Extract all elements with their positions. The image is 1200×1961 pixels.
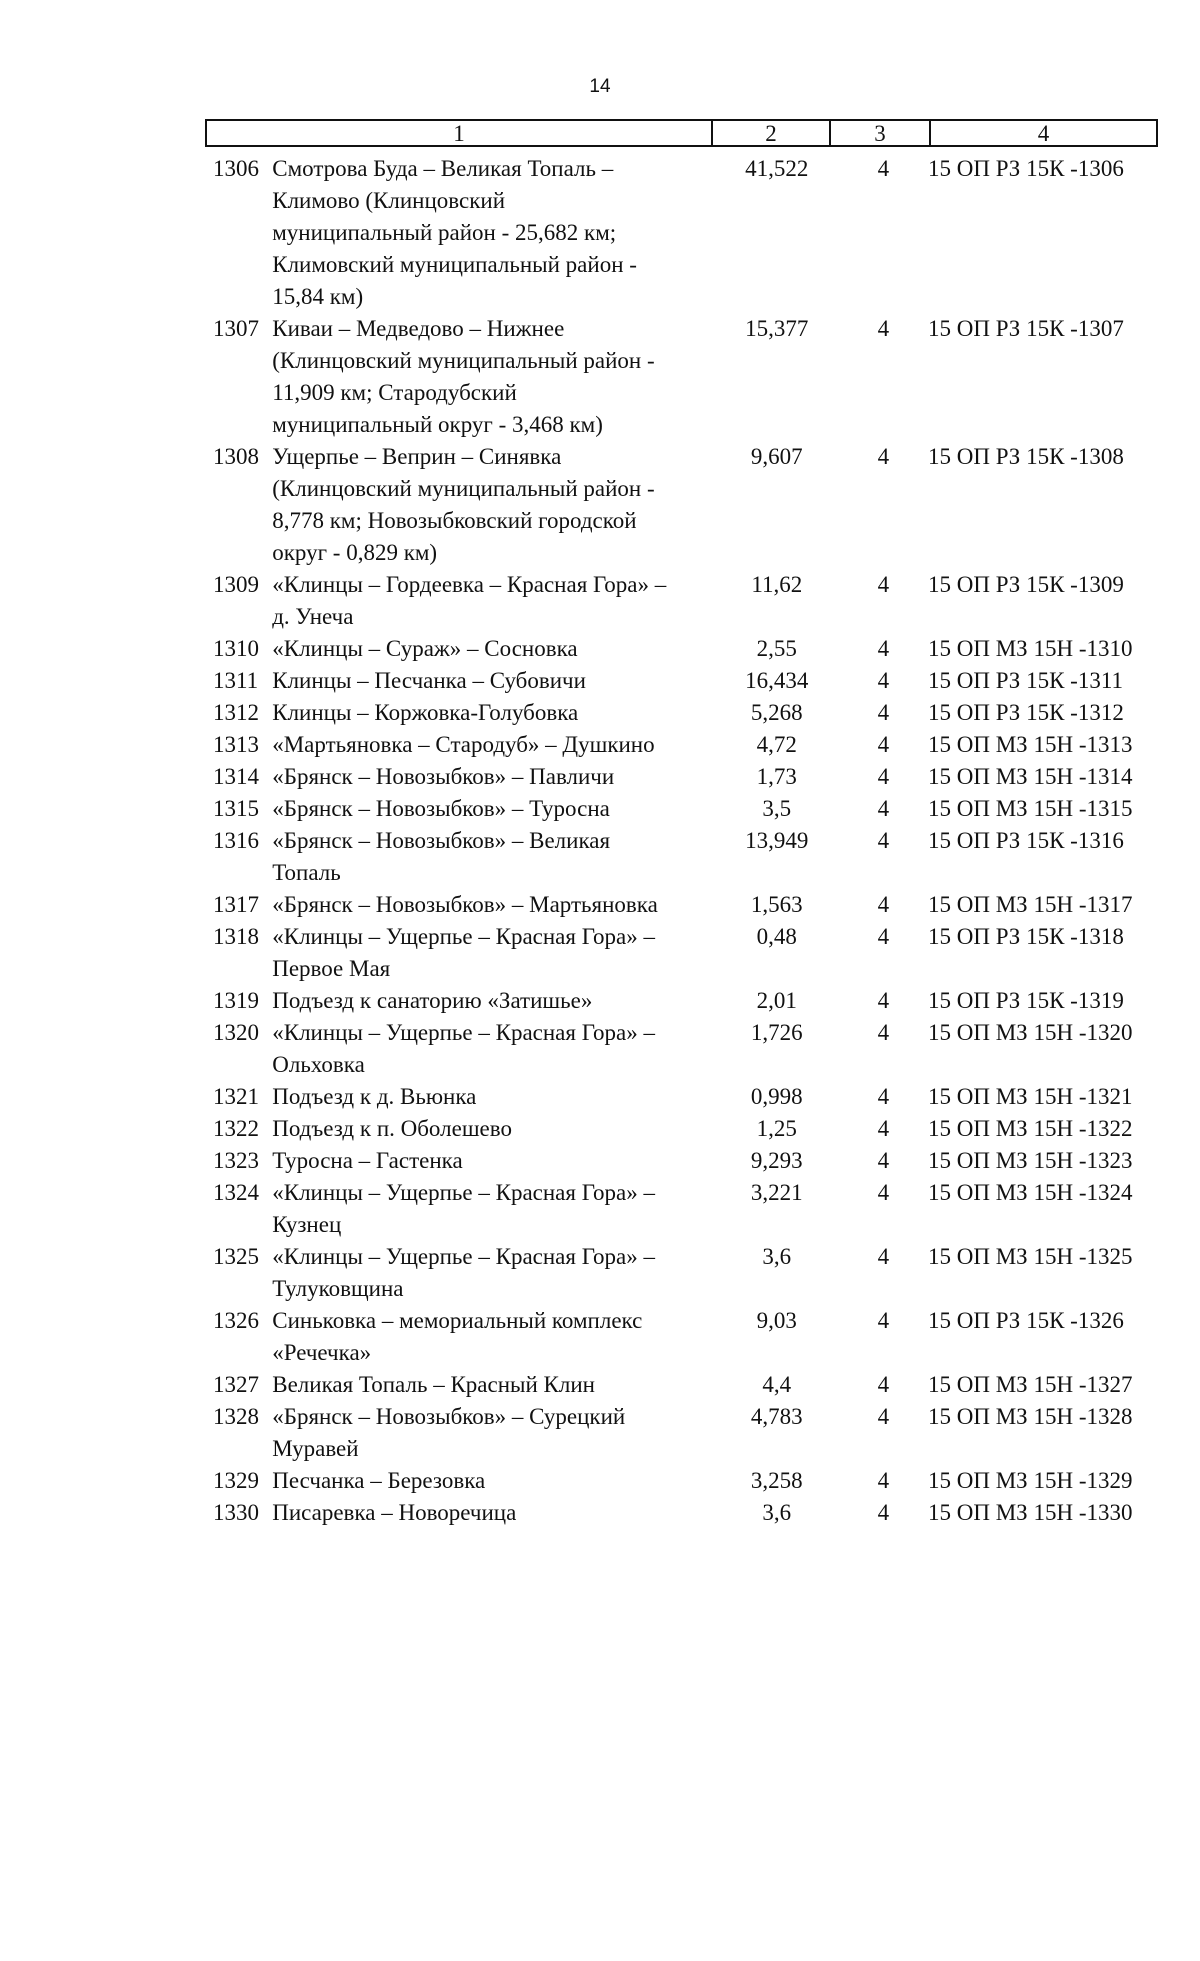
table-row: [213, 1145, 1163, 1177]
road-length: 4,4: [762, 1372, 792, 1397]
table-row: [213, 985, 1163, 1017]
road-name: «Клинцы – Ущерпье – Красная Гора» – Первое Мая: [272, 924, 655, 981]
road-name: «Клинцы – Ущерпье – Красная Гора» – Кузнец: [272, 1180, 655, 1237]
row-number: 1315: [213, 796, 259, 821]
road-category: 4: [877, 1500, 890, 1525]
road-length: 2,01: [756, 988, 797, 1013]
road-category: 4: [877, 1404, 890, 1429]
road-length: 4,72: [756, 732, 797, 757]
road-length: 11,62: [751, 572, 803, 597]
row-number: 1306: [213, 156, 259, 181]
road-name: Клинцы – Коржовка-Голубовка: [272, 700, 579, 725]
road-length: 3,258: [750, 1468, 803, 1493]
table-row: [213, 569, 1163, 633]
road-length: 9,607: [750, 444, 803, 469]
road-length: 1,563: [750, 892, 803, 917]
road-category: 4: [877, 572, 890, 597]
road-category: 4: [877, 444, 890, 469]
road-code: 15 ОП РЗ 15К -1316: [928, 828, 1124, 853]
header-col-3: 3: [831, 121, 931, 145]
table-row: [213, 1401, 1163, 1465]
road-code: 15 ОП РЗ 15К -1309: [928, 572, 1124, 597]
road-category: 4: [877, 316, 890, 341]
table-header-row: [205, 119, 1158, 147]
table-row: [213, 1305, 1163, 1369]
road-name: «Клинцы – Гордеевка – Красная Гора» – д. Унеча: [272, 572, 667, 629]
road-name: Клинцы – Песчанка – Субовичи: [272, 668, 586, 693]
road-length: 3,5: [762, 796, 792, 821]
row-number: 1318: [213, 924, 259, 949]
road-length: 5,268: [750, 700, 803, 725]
road-name: Туросна – Гастенка: [272, 1148, 463, 1173]
road-name: «Клинцы – Сураж» – Сосновка: [272, 636, 578, 661]
road-code: 15 ОП МЗ 15Н -1329: [928, 1468, 1133, 1493]
road-name: «Брянск – Новозыбков» – Сурецкий Муравей: [272, 1404, 626, 1461]
road-category: 4: [877, 924, 890, 949]
table-row: [213, 1241, 1163, 1305]
road-length: 3,6: [762, 1500, 792, 1525]
table-row: [213, 153, 1163, 313]
row-number: 1321: [213, 1084, 259, 1109]
header-col-4: 4: [1037, 121, 1050, 146]
road-name: «Брянск – Новозыбков» – Великая Топаль: [272, 828, 611, 885]
table-row: [213, 921, 1163, 985]
table-row: [213, 441, 1163, 569]
row-number: 1328: [213, 1404, 259, 1429]
row-number: 1319: [213, 988, 259, 1013]
row-number: 1330: [213, 1500, 259, 1525]
table-row: [213, 825, 1163, 889]
road-code: 15 ОП МЗ 15Н -1330: [928, 1500, 1133, 1525]
road-code: 15 ОП МЗ 15Н -1324: [928, 1180, 1133, 1205]
road-category: 4: [877, 1244, 890, 1269]
road-code: 15 ОП РЗ 15К -1311: [928, 668, 1123, 693]
row-number: 1307: [213, 316, 259, 341]
road-category: 4: [877, 988, 890, 1013]
road-code: 15 ОП МЗ 15Н -1325: [928, 1244, 1133, 1269]
road-code: 15 ОП МЗ 15Н -1313: [928, 732, 1133, 757]
road-category: 4: [877, 828, 890, 853]
table-row: [213, 1369, 1163, 1401]
road-category: 4: [877, 636, 890, 661]
road-length: 1,726: [750, 1020, 803, 1045]
road-name: Великая Топаль – Красный Клин: [272, 1372, 595, 1397]
row-number: 1316: [213, 828, 259, 853]
row-number: 1325: [213, 1244, 259, 1269]
road-code: 15 ОП МЗ 15Н -1320: [928, 1020, 1133, 1045]
row-number: 1320: [213, 1020, 259, 1045]
table-row: [213, 633, 1163, 665]
road-code: 15 ОП РЗ 15К -1308: [928, 444, 1124, 469]
road-category: 4: [877, 1372, 890, 1397]
road-category: 4: [877, 668, 890, 693]
row-number: 1317: [213, 892, 259, 917]
table-row: [213, 889, 1163, 921]
road-name: Писаревка – Новоречица: [272, 1500, 517, 1525]
road-category: 4: [877, 764, 890, 789]
road-length: 41,522: [745, 156, 809, 181]
table-row: [213, 761, 1163, 793]
road-length: 13,949: [745, 828, 809, 853]
page-number: 14: [589, 76, 611, 97]
row-number: 1322: [213, 1116, 259, 1141]
road-length: 9,03: [756, 1308, 797, 1333]
table-row: [213, 1177, 1163, 1241]
road-name: Подъезд к д. Вьюнка: [272, 1084, 477, 1109]
road-length: 0,998: [750, 1084, 803, 1109]
table-row: [213, 313, 1163, 441]
row-number: 1308: [213, 444, 259, 469]
road-code: 15 ОП МЗ 15Н -1328: [928, 1404, 1133, 1429]
road-name: Песчанка – Березовка: [272, 1468, 486, 1493]
row-number: 1309: [213, 572, 259, 597]
road-code: 15 ОП МЗ 15Н -1314: [928, 764, 1133, 789]
road-code: 15 ОП РЗ 15К -1312: [928, 700, 1124, 725]
road-category: 4: [877, 1020, 890, 1045]
row-number: 1310: [213, 636, 259, 661]
table-body: [213, 153, 1163, 1529]
road-length: 9,293: [750, 1148, 803, 1173]
road-code: 15 ОП РЗ 15К -1318: [928, 924, 1124, 949]
road-category: 4: [877, 1468, 890, 1493]
road-name: Ущерпье – Веприн – Синявка (Клинцовский муниципальный район - 8,778 км; Новозыбковский городской округ - 0,829 км): [272, 444, 655, 565]
header-col-1: 1: [207, 121, 713, 145]
road-category: 4: [877, 700, 890, 725]
road-length: 3,221: [750, 1180, 803, 1205]
road-category: 4: [877, 892, 890, 917]
road-name: «Мартьяновка – Стародуб» – Душкино: [272, 732, 655, 757]
road-length: 0,48: [756, 924, 797, 949]
row-number: 1314: [213, 764, 259, 789]
road-name: Смотрова Буда – Великая Топаль – Климово (Клинцовский муниципальный район - 25,682 км; Климовский муниципальный район - 15,84 км): [272, 156, 637, 309]
row-number: 1324: [213, 1180, 259, 1205]
road-name: «Клинцы – Ущерпье – Красная Гора» – Тулуковщина: [272, 1244, 655, 1301]
road-code: 15 ОП МЗ 15Н -1315: [928, 796, 1133, 821]
road-name: «Брянск – Новозыбков» – Павличи: [272, 764, 615, 789]
road-code: 15 ОП МЗ 15Н -1327: [928, 1372, 1133, 1397]
row-number: 1327: [213, 1372, 259, 1397]
road-length: 2,55: [756, 636, 797, 661]
road-length: 3,6: [762, 1244, 792, 1269]
row-number: 1323: [213, 1148, 259, 1173]
header-col-2: 2: [713, 121, 831, 145]
road-category: 4: [877, 156, 890, 181]
table-row: [213, 1081, 1163, 1113]
road-length: 1,25: [756, 1116, 797, 1141]
row-number: 1311: [213, 668, 259, 693]
road-length: 4,783: [750, 1404, 803, 1429]
road-name: «Брянск – Новозыбков» – Мартьяновка: [272, 892, 658, 917]
road-name: Киваи – Медведово – Нижнее (Клинцовский муниципальный район - 11,909 км; Стародубский муниципальный округ - 3,468 км): [272, 316, 655, 437]
row-number: 1313: [213, 732, 259, 757]
road-category: 4: [877, 1308, 890, 1333]
row-number: 1312: [213, 700, 259, 725]
row-number: 1329: [213, 1468, 259, 1493]
table-row: [213, 793, 1163, 825]
road-code: 15 ОП МЗ 15Н -1310: [928, 636, 1133, 661]
road-length: 15,377: [745, 316, 809, 341]
table-row: [213, 697, 1163, 729]
table-row: [213, 1465, 1163, 1497]
table-row: [213, 729, 1163, 761]
road-code: 15 ОП МЗ 15Н -1321: [928, 1084, 1133, 1109]
road-category: 4: [877, 1116, 890, 1141]
road-code: 15 ОП МЗ 15Н -1323: [928, 1148, 1133, 1173]
road-category: 4: [877, 1148, 890, 1173]
road-length: 16,434: [745, 668, 809, 693]
table-row: [213, 1017, 1163, 1081]
road-length: 1,73: [756, 764, 797, 789]
road-category: 4: [877, 1084, 890, 1109]
road-code: 15 ОП РЗ 15К -1326: [928, 1308, 1124, 1333]
road-category: 4: [877, 732, 890, 757]
road-code: 15 ОП МЗ 15Н -1317: [928, 892, 1133, 917]
table-row: [213, 1113, 1163, 1145]
road-category: 4: [877, 796, 890, 821]
road-name: Подъезд к п. Оболешево: [272, 1116, 512, 1141]
road-code: 15 ОП РЗ 15К -1319: [928, 988, 1124, 1013]
road-category: 4: [877, 1180, 890, 1205]
table-row: [213, 665, 1163, 697]
road-name: Подъезд к санаторию «Затишье»: [272, 988, 593, 1013]
road-name: Синьковка – мемориальный комплекс «Речечка»: [272, 1308, 643, 1365]
row-number: 1326: [213, 1308, 259, 1333]
road-code: 15 ОП РЗ 15К -1307: [928, 316, 1124, 341]
table-row: [213, 1497, 1163, 1529]
road-name: «Клинцы – Ущерпье – Красная Гора» – Ольховка: [272, 1020, 655, 1077]
road-code: 15 ОП МЗ 15Н -1322: [928, 1116, 1133, 1141]
road-name: «Брянск – Новозыбков» – Туросна: [272, 796, 610, 821]
road-code: 15 ОП РЗ 15К -1306: [928, 156, 1124, 181]
